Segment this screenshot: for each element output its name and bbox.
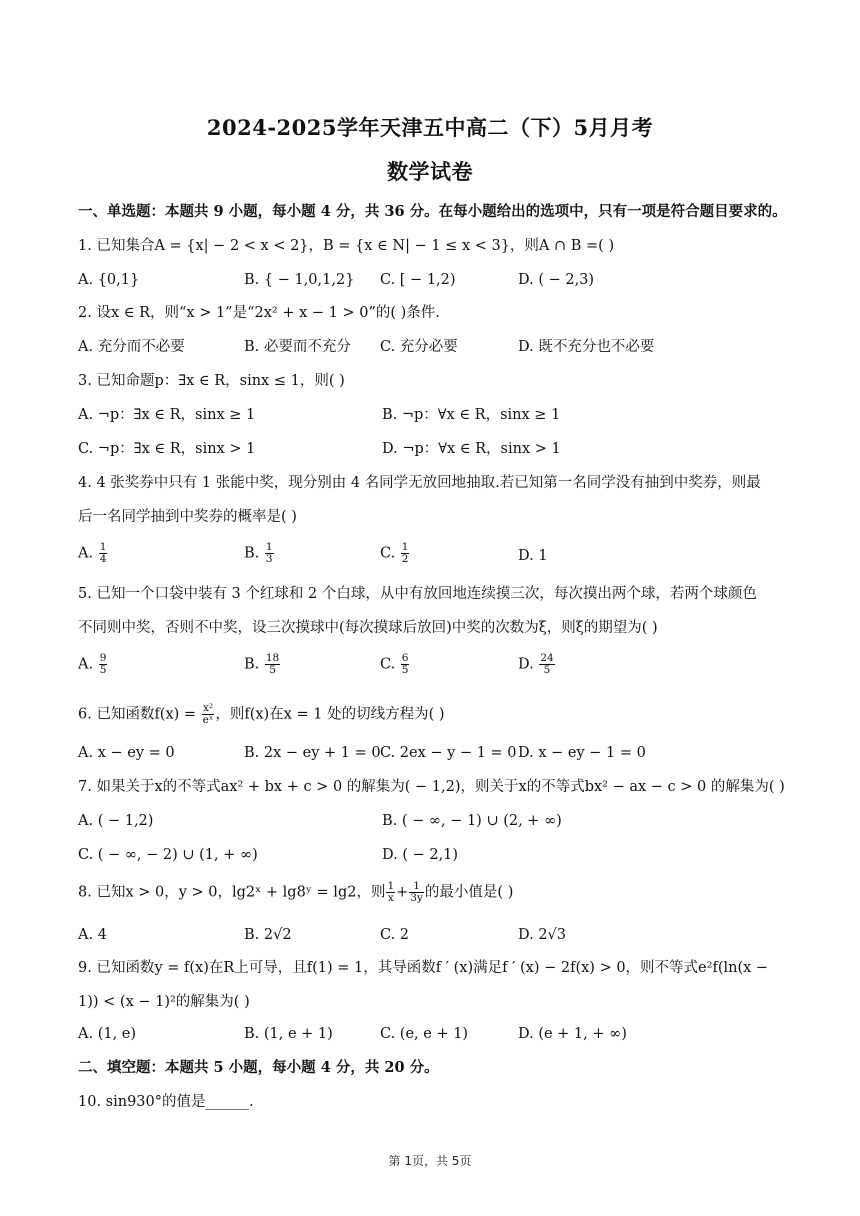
fraction: $\frac{1}{x}$ bbox=[387, 880, 395, 904]
question-9-option-b: B. (1, e + 1) bbox=[244, 1026, 333, 1042]
question-8-option-d: D. 2√3 bbox=[518, 927, 567, 943]
question-6-option-b: B. 2x − ey + 1 = 0 bbox=[244, 745, 381, 761]
question-5-option-d: D. $\frac{24}{5}$ bbox=[518, 652, 554, 676]
question-1-option-a: A. {0,1} bbox=[78, 272, 140, 288]
question-7-option-d: D. ( − 2,1) bbox=[382, 847, 459, 863]
question-5-stem-line-1: 5. 已知一个口袋中装有 3 个红球和 2 个白球，从中有放回地连续摸三次，每次摸出两个球，若两个球颜色 bbox=[78, 586, 757, 602]
question-3-option-b: B. ¬p：∀x ∈ R，sinx ≥ 1 bbox=[382, 407, 561, 423]
question-8-option-c: C. 2 bbox=[380, 927, 410, 943]
fraction: $\frac{6}{5}$ bbox=[401, 652, 409, 676]
question-3-option-c: C. ¬p：∃x ∈ R，sinx > 1 bbox=[78, 441, 256, 457]
question-5-option-c: C. $\frac{6}{5}$ bbox=[380, 652, 409, 676]
question-7-option-b: B. ( − ∞, − 1) ∪ (2, + ∞) bbox=[382, 813, 562, 829]
question-4-stem-line-2: 后一名同学抽到中奖券的概率是( ) bbox=[78, 509, 297, 525]
question-4-option-b: B. $\frac{1}{3}$ bbox=[244, 541, 273, 565]
question-2-option-a: A. 充分而不必要 bbox=[78, 339, 185, 355]
question-7-option-a: A. ( − 1,2) bbox=[78, 813, 154, 829]
fraction: $\frac{1}{3}$ bbox=[265, 541, 273, 565]
question-2-option-c: C. 充分必要 bbox=[380, 339, 458, 355]
question-1-stem: 1. 已知集合A = {x| − 2 < x < 2}，B = {x ∈ N| − 1 ≤ x < 3}，则A ∩ B =( ) bbox=[78, 238, 615, 254]
question-9-option-c: C. (e, e + 1) bbox=[380, 1026, 469, 1042]
question-6-stem: 6. 已知函数f(x) = $\frac{\text{x²}}{\text{eˣ}}$ ，则f(x)在x = 1 处的切线方程为( ) bbox=[78, 702, 445, 726]
question-5-stem-line-2: 不同则中奖，否则不中奖，设三次摸球中(每次摸球后放回)中奖的次数为ξ，则ξ的期望为( ) bbox=[78, 620, 658, 636]
question-5-option-b: B. $\frac{18}{5}$ bbox=[244, 652, 280, 676]
fraction: $\frac{1}{2}$ bbox=[401, 541, 409, 565]
question-9-stem-line-2: 1)) < (x − 1)²的解集为( ) bbox=[78, 994, 250, 1010]
fraction: $\frac{1}{3y}$ bbox=[410, 880, 423, 904]
question-4-option-c: C. $\frac{1}{2}$ bbox=[380, 541, 409, 565]
question-6-option-c: C. 2ex − y − 1 = 0 bbox=[380, 745, 517, 761]
question-6-option-a: A. x − ey = 0 bbox=[78, 745, 175, 761]
question-8-option-b: B. 2√2 bbox=[244, 927, 292, 943]
page-footer: 第 1页，共 5页 bbox=[388, 1154, 472, 1168]
section-heading-single-choice: 一、单选题：本题共 9 小题，每小题 4 分，共 36 分。在每小题给出的选项中，只有一项是符合题目要求的。 bbox=[78, 203, 787, 220]
question-7-option-c: C. ( − ∞, − 2) ∪ (1, + ∞) bbox=[78, 847, 258, 863]
question-10-stem: 10. sin930°的值是______. bbox=[78, 1094, 254, 1110]
question-9-stem-line-1: 9. 已知函数y = f(x)在R上可导，且f(1) = 1，其导函数f ′ (x)满足f ′ (x) − 2f(x) > 0，则不等式e²f(ln(x − bbox=[78, 960, 769, 976]
question-3-stem: 3. 已知命题p：∃x ∈ R，sinx ≤ 1，则( ) bbox=[78, 373, 345, 389]
question-4-option-a: A. $\frac{1}{4}$ bbox=[78, 541, 107, 565]
question-1-option-b: B. { − 1,0,1,2} bbox=[244, 272, 355, 288]
question-1-option-d: D. ( − 2,3) bbox=[518, 272, 595, 288]
question-6-option-d: D. x − ey − 1 = 0 bbox=[518, 745, 646, 761]
question-3-option-a: A. ¬p：∃x ∈ R，sinx ≥ 1 bbox=[78, 407, 256, 423]
question-8-option-a: A. 4 bbox=[78, 927, 107, 943]
question-9-option-d: D. (e + 1, + ∞) bbox=[518, 1026, 627, 1042]
question-3-option-d: D. ¬p：∀x ∈ R，sinx > 1 bbox=[382, 441, 561, 457]
fraction: $\frac{24}{5}$ bbox=[540, 652, 554, 676]
question-1-option-c: C. [ − 1,2) bbox=[380, 272, 456, 288]
fraction: $\frac{\text{x²}}{\text{eˣ}}$ bbox=[202, 702, 214, 726]
question-2-option-d: D. 既不充分也不必要 bbox=[518, 339, 655, 355]
question-2-stem: 2. 设x ∈ R，则“x > 1”是“2x² + x − 1 > 0”的( )条件. bbox=[78, 305, 440, 321]
section-heading-fill-in: 二、填空题：本题共 5 小题，每小题 4 分，共 20 分。 bbox=[78, 1059, 439, 1076]
page-subtitle: 数学试卷 bbox=[387, 159, 473, 184]
fraction: $\frac{9}{5}$ bbox=[99, 652, 107, 676]
fraction: $\frac{18}{5}$ bbox=[265, 652, 280, 676]
fraction: $\frac{1}{4}$ bbox=[99, 541, 107, 565]
page-title: 2024-2025学年天津五中高二（下）5月月考 bbox=[206, 115, 654, 140]
question-9-option-a: A. (1, e) bbox=[78, 1026, 137, 1042]
question-4-option-d: D. 1 bbox=[518, 548, 548, 564]
question-4-stem-line-1: 4. 4 张奖券中只有 1 张能中奖，现分别由 4 名同学无放回地抽取.若已知第一名同学没有抽到中奖券，则最 bbox=[78, 475, 761, 491]
question-2-option-b: B. 必要而不充分 bbox=[244, 339, 351, 355]
question-8-stem: 8. 已知x > 0，y > 0，lg2ˣ + lg8ʸ = lg2，则 $\frac{1}{x}$ + $\frac{1}{3y}$ 的最小值是( ) bbox=[78, 880, 514, 904]
question-5-option-a: A. $\frac{9}{5}$ bbox=[78, 652, 107, 676]
question-7-stem: 7. 如果关于x的不等式ax² + bx + c > 0 的解集为( − 1,2)，则关于x的不等式bx² − ax − c > 0 的解集为( ) bbox=[78, 779, 785, 795]
